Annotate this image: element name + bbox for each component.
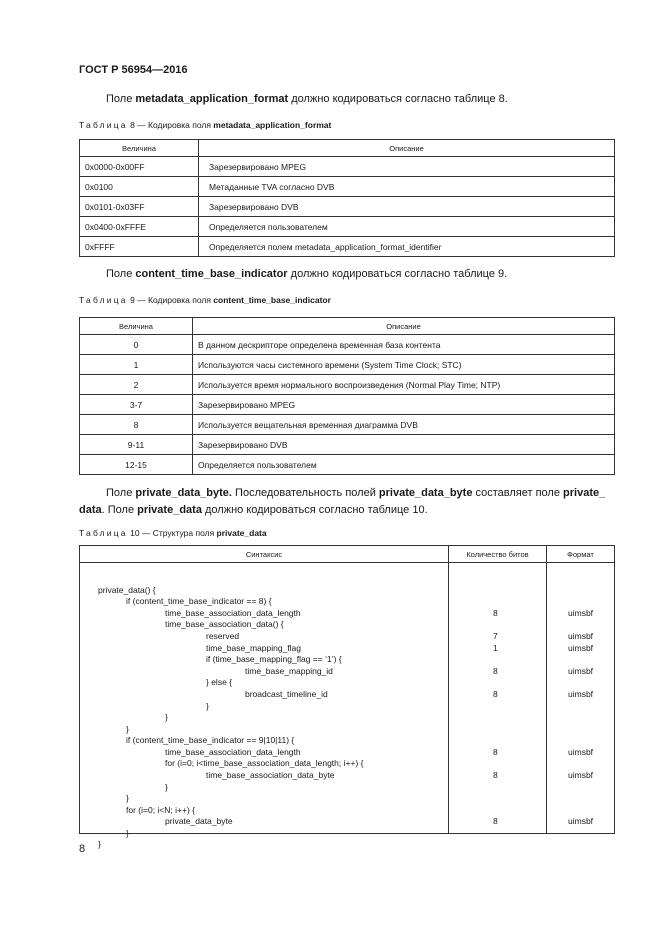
syntax-cell bbox=[80, 563, 449, 849]
table-8-header-value: Величина bbox=[80, 140, 199, 157]
table-row: 0xFFFF Определяется полем metadata_application_format_identifier bbox=[80, 237, 615, 257]
syntax-line: time_base_association_data() { bbox=[165, 619, 284, 629]
paragraph-content-time-base: Поле content_time_base_indicator должно кодироваться согласно таблице 9. bbox=[106, 268, 508, 280]
table-row: 9-11 Зарезервировано DVB bbox=[80, 435, 615, 455]
bits-value: 8 bbox=[493, 689, 498, 699]
table-row: 1 Используются часы системного времени (System Time Clock; STC) bbox=[80, 355, 615, 375]
syntax-line: } bbox=[165, 782, 168, 792]
syntax-line: } bbox=[98, 839, 101, 849]
syntax-line: time_base_mapping_id bbox=[245, 666, 333, 676]
table-8-header-description: Описание bbox=[199, 140, 615, 157]
bits-value: 8 bbox=[493, 747, 498, 757]
format-value: uimsbf bbox=[568, 816, 594, 826]
paragraph-metadata-format: Поле metadata_application_format должно кодироваться согласно таблице 8. bbox=[106, 93, 508, 105]
table-9-header-value: Величина bbox=[80, 318, 193, 335]
syntax-line: if (content_time_base_indicator == 9|10|11) { bbox=[126, 735, 295, 745]
bits-value: 8 bbox=[493, 816, 498, 826]
table-9-header-description: Описание bbox=[193, 318, 615, 335]
syntax-line: if (time_base_mapping_flag == ‘1’) { bbox=[206, 654, 342, 664]
table-8-caption: Таблица 8 — Кодировка поля metadata_application_format bbox=[79, 120, 332, 130]
format-cell bbox=[547, 563, 615, 834]
bits-value: 8 bbox=[493, 608, 498, 618]
table-row: 0x0101-0x03FF Зарезервировано DVB bbox=[80, 197, 615, 217]
syntax-line: time_base_mapping_flag bbox=[206, 643, 301, 653]
syntax-line: private_data_byte bbox=[165, 816, 233, 826]
table-row: 0x0000-0x00FF Зарезервировано MPEG bbox=[80, 157, 615, 177]
syntax-line: private_data() { bbox=[98, 585, 156, 595]
syntax-line: } bbox=[126, 724, 129, 734]
syntax-line: } bbox=[126, 828, 129, 838]
bits-cell bbox=[449, 563, 547, 834]
table-row: 2 Используется время нормального воспроизведения (Normal Play Time; NTP) bbox=[80, 375, 615, 395]
syntax-line: } bbox=[126, 793, 129, 803]
syntax-line: time_base_association_data_length bbox=[165, 747, 301, 757]
table-row: 0x0100 Метаданные TVA согласно DVB bbox=[80, 177, 615, 197]
table-row: 12-15 Определяется пользователем bbox=[80, 455, 615, 475]
table-row: 0x0400-0xFFFE Определяется пользователем bbox=[80, 217, 615, 237]
format-value: uimsbf bbox=[568, 666, 594, 676]
format-value: uimsbf bbox=[568, 689, 594, 699]
table-10-header-format: Формат bbox=[547, 546, 615, 563]
syntax-line: if (content_time_base_indicator == 8) { bbox=[126, 596, 272, 606]
table-10-caption: Таблица 10 — Структура поля private_data bbox=[79, 528, 267, 538]
table-8 bbox=[79, 139, 615, 257]
syntax-line: } else { bbox=[206, 677, 232, 687]
syntax-line: time_base_association_data_byte bbox=[206, 770, 335, 780]
bits-value: 7 bbox=[493, 631, 498, 641]
syntax-line: } bbox=[165, 712, 168, 722]
bits-value: 8 bbox=[493, 666, 498, 676]
table-10-header-bits: Количество битов bbox=[449, 546, 547, 563]
page-number: 8 bbox=[79, 843, 86, 855]
syntax-line: time_base_association_data_length bbox=[165, 608, 301, 618]
format-value: uimsbf bbox=[568, 631, 594, 641]
syntax-line: } bbox=[206, 701, 209, 711]
format-value: uimsbf bbox=[568, 747, 594, 757]
bits-value: 1 bbox=[493, 643, 498, 653]
syntax-line: reserved bbox=[206, 631, 240, 641]
syntax-line: for (i=0; i<N; i++) { bbox=[126, 805, 195, 815]
table-9-caption: Таблица 9 — Кодировка поля content_time_base_indicator bbox=[79, 295, 331, 305]
format-value: uimsbf bbox=[568, 770, 594, 780]
table-row: 8 Используется вещательная временная диаграмма DVB bbox=[80, 415, 615, 435]
table-10-header-syntax: Синтаксис bbox=[80, 546, 449, 563]
document-header: ГОСТ Р 56954—2016 bbox=[79, 64, 188, 76]
syntax-line: broadcast_timeline_id bbox=[245, 689, 328, 699]
format-value: uimsbf bbox=[568, 608, 594, 618]
syntax-line: for (i=0; i<time_base_association_data_length; i++) { bbox=[165, 758, 364, 768]
table-row: 0 В данном дескрипторе определена временная база контента bbox=[80, 335, 615, 355]
format-value: uimsbf bbox=[568, 643, 594, 653]
bits-value: 8 bbox=[493, 770, 498, 780]
table-row: 3-7 Зарезервировано MPEG bbox=[80, 395, 615, 415]
table-10 bbox=[79, 545, 615, 849]
paragraph-private-data: Поле private_data_byte. Последовательность полей private_data_byte составляет поле private_ data. Поле private_data должно кодироваться согласно таблице 10. bbox=[79, 487, 606, 516]
table-9 bbox=[79, 317, 615, 475]
